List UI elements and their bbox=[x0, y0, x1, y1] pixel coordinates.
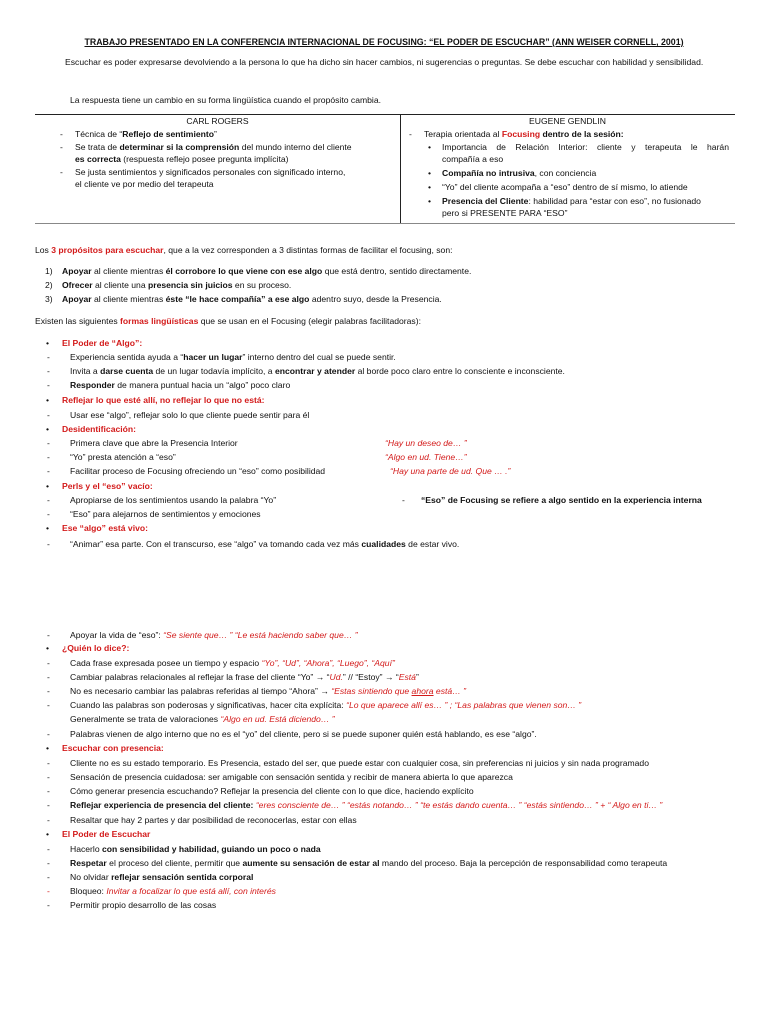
dash-marker: - bbox=[47, 729, 50, 739]
dash-marker: - bbox=[47, 466, 50, 476]
section-heading: El Poder de Escuchar bbox=[62, 829, 151, 839]
section-heading: Escuchar con presencia: bbox=[62, 743, 164, 753]
gendlin-subitem-continued: pero si PRESENTE PARA “ESO” bbox=[442, 208, 568, 218]
dash-marker: - bbox=[60, 142, 63, 152]
dash-marker: - bbox=[47, 872, 50, 882]
dot-marker: • bbox=[46, 395, 50, 405]
dash-marker: - bbox=[47, 886, 50, 896]
list-item: Apoyar la vida de “eso”: “Se siente que… ” “Le está haciendo saber que… ” bbox=[70, 630, 358, 640]
purpose-item: Ofrecer al cliente una presencia sin juicios en su proceso. bbox=[62, 280, 292, 290]
list-item: “Animar” esa parte. Con el transcurso, ese “algo” va tomando cada vez más cualidades de estar vivo. bbox=[70, 539, 460, 549]
list-number: 1) bbox=[45, 266, 53, 276]
dash-marker: - bbox=[47, 800, 50, 810]
section-heading: Perls y el “eso” vacío: bbox=[62, 481, 153, 491]
dash-marker: - bbox=[47, 539, 50, 549]
example-phrase: “Hay un deseo de… ” bbox=[385, 438, 467, 448]
dash-marker: - bbox=[47, 410, 50, 420]
dot-marker: • bbox=[46, 643, 50, 653]
list-item: Responder de manera puntual hacia un “algo” poco claro bbox=[70, 380, 291, 390]
list-item: “Yo” presta atención a “eso” bbox=[70, 452, 176, 462]
intro-paragraph bbox=[35, 57, 735, 68]
list-item: Cuando las palabras son poderosas y significativas, hacer cita explícita: “Lo que aparece allí es… ” ; “Las palabras que vienen son… ” bbox=[70, 700, 582, 710]
dash-marker: - bbox=[47, 380, 50, 390]
forms-intro: Existen las siguientes formas lingüísticas que se usan en el Focusing (elegir palabras facilitadoras): bbox=[35, 316, 421, 326]
document-title: TRABAJO PRESENTADO EN LA CONFERENCIA INTERNACIONAL DE FOCUSING: “EL PODER DE ESCUCHAR” (ANN WEISER CORNELL, 2001) bbox=[84, 37, 684, 47]
dot-marker: • bbox=[46, 743, 50, 753]
list-item: No olvidar reflejar sensación sentida corporal bbox=[70, 872, 254, 882]
dash-marker: - bbox=[47, 786, 50, 796]
gendlin-subitem: Presencia del Cliente: habilidad para “estar con eso”, no fusionado bbox=[442, 196, 701, 206]
dash-marker: - bbox=[60, 129, 63, 139]
list-item-continued: Generalmente se trata de valoraciones “Algo en ud. Está diciendo… ” bbox=[70, 714, 335, 724]
section-heading: Reflejar lo que esté allí, no reflejar lo que no está: bbox=[62, 395, 265, 405]
dash-marker: - bbox=[47, 366, 50, 376]
list-item: Bloqueo: Invitar a focalizar lo que está allí, con interés bbox=[70, 886, 276, 896]
dash-marker: - bbox=[47, 758, 50, 768]
dash-marker: - bbox=[47, 858, 50, 868]
list-number: 3) bbox=[45, 294, 53, 304]
section-heading: Ese “algo” está vivo: bbox=[62, 523, 148, 533]
list-item: Permitir propio desarrollo de las cosas bbox=[70, 900, 217, 910]
list-item: Cómo generar presencia escuchando? Reflejar la presencia del cliente con lo que dice, haciendo explícito bbox=[70, 786, 474, 796]
dot-marker: • bbox=[428, 196, 432, 206]
dot-marker: • bbox=[428, 168, 432, 178]
dash-marker: - bbox=[47, 844, 50, 854]
dash-marker: - bbox=[47, 495, 50, 505]
dash-marker: - bbox=[47, 900, 50, 910]
dash-marker: - bbox=[409, 129, 412, 139]
rogers-item-continued: el cliente ve por medio del terapeuta bbox=[75, 179, 214, 189]
list-item: Invita a darse cuenta de un lugar todavía implícito, a encontrar y atender al borde poco claro entre lo consciente e inconsciente. bbox=[70, 366, 565, 376]
list-item: Facilitar proceso de Focusing ofreciendo un “eso” como posibilidad bbox=[70, 466, 326, 476]
dot-marker: • bbox=[46, 481, 50, 491]
list-number: 2) bbox=[45, 280, 53, 290]
intro-text: Escuchar es poder expresarse devolviendo a la persona lo que ha dicho sin hacer cambios, ni sugerencias o preguntas. Se debe escuchar con habilidad y sensibilidad. bbox=[65, 57, 704, 67]
table-column-divider bbox=[400, 114, 401, 223]
list-item: Reflejar experiencia de presencia del cliente: “eres consciente de… ” “estás notando… ” “te estás dando cuenta… ” “estás sintiendo… ” + “ Algo en ti… ” bbox=[70, 800, 663, 810]
dash-marker: - bbox=[47, 630, 50, 640]
dot-marker: • bbox=[46, 338, 50, 348]
intro-paragraph-2: La respuesta tiene un cambio en su forma lingüística cuando el propósito cambia. bbox=[70, 95, 381, 105]
example-phrase: “Hay una parte de ud. Que … .” bbox=[390, 466, 511, 476]
dash-marker: - bbox=[47, 700, 50, 710]
gendlin-subitem-continued: compañía a eso bbox=[442, 154, 504, 164]
rogers-item: Se justa sentimientos y significados personales con significado interno, bbox=[75, 167, 346, 177]
rogers-item: Se trata de determinar si la comprensión del mundo interno del cliente bbox=[75, 142, 352, 152]
dot-marker: • bbox=[46, 829, 50, 839]
section-heading: ¿Quién lo dice?: bbox=[62, 643, 130, 653]
dash-marker: - bbox=[60, 167, 63, 177]
gendlin-subitem: Compañía no intrusiva, con conciencia bbox=[442, 168, 597, 178]
list-item: Cambiar palabras relacionales al reflejar la frase del cliente “Yo” → “Ud.” // “Estoy” → “Está” bbox=[70, 672, 419, 682]
purposes-intro: Los 3 propósitos para escuchar, que a la vez corresponden a 3 distintas formas de facilitar el focusing, son: bbox=[35, 245, 453, 255]
table-header-rogers: CARL ROGERS bbox=[186, 116, 249, 126]
list-item: “Eso” de Focusing se refiere a algo sentido en la experiencia interna bbox=[421, 495, 702, 505]
gendlin-subitem: Importancia de Relación Interior: cliente y terapeuta le harán bbox=[442, 142, 729, 152]
table-bottom-border bbox=[35, 223, 735, 224]
dot-marker: • bbox=[46, 424, 50, 434]
dot-marker: • bbox=[428, 142, 432, 152]
list-item: Usar ese “algo”, reflejar solo lo que cliente puede sentir para él bbox=[70, 410, 310, 420]
dash-marker: - bbox=[47, 772, 50, 782]
example-phrase: “Algo en ud. Tiene…” bbox=[385, 452, 467, 462]
table-header-gendlin: EUGENE GENDLIN bbox=[529, 116, 606, 126]
dash-marker: - bbox=[47, 686, 50, 696]
table-top-border bbox=[35, 114, 735, 115]
list-item: Primera clave que abre la Presencia Interior bbox=[70, 438, 238, 448]
list-item: Hacerlo con sensibilidad y habilidad, guiando un poco o nada bbox=[70, 844, 321, 854]
dot-marker: • bbox=[46, 523, 50, 533]
rogers-item: Técnica de “Reflejo de sentimiento” bbox=[75, 129, 217, 139]
dot-marker: • bbox=[428, 182, 432, 192]
dash-marker: - bbox=[47, 352, 50, 362]
list-item: Palabras vienen de algo interno que no es el “yo” del cliente, pero si se puede suponer quién está hablando, es ese “algo”. bbox=[70, 729, 537, 739]
dash-marker: - bbox=[402, 495, 405, 505]
list-item: “Eso” para alejarnos de sentimientos y emociones bbox=[70, 509, 261, 519]
list-item: Respetar el proceso del cliente, permitir que aumente su sensación de estar al mando del proceso. Baja la percepción de responsabilidad como terapeuta bbox=[70, 858, 668, 868]
dash-marker: - bbox=[47, 452, 50, 462]
list-item: Cliente no es su estado temporario. Es Presencia, estado del ser, que puede estar con cualquier cosa, sin preferencias ni juicios y sin nada programado bbox=[70, 758, 649, 768]
list-item: Experiencia sentida ayuda a “hacer un lugar” interno dentro del cual se puede sentir. bbox=[70, 352, 396, 362]
purpose-item: Apoyar al cliente mientras él corrobore lo que viene con ese algo que está dentro, sentido directamente. bbox=[62, 266, 472, 276]
dash-marker: - bbox=[47, 672, 50, 682]
rogers-item-continued: es correcta (respuesta reflejo posee pregunta implícita) bbox=[75, 154, 289, 164]
list-item: Resaltar que hay 2 partes y dar posibilidad de reconocerlas, estar con ellas bbox=[70, 815, 357, 825]
list-item: No es necesario cambiar las palabras referidas al tiempo “Ahora” → “Estas sintiendo que ahora está… ” bbox=[70, 686, 467, 696]
section-heading: Desidentificación: bbox=[62, 424, 137, 434]
list-item: Apropiarse de los sentimientos usando la palabra “Yo” bbox=[70, 495, 277, 505]
list-item: Sensación de presencia cuidadosa: ser amigable con sensación sentida y recibir de manera abierta lo que aparezca bbox=[70, 772, 513, 782]
dash-marker: - bbox=[47, 815, 50, 825]
section-heading: El Poder de “Algo”: bbox=[62, 338, 143, 348]
list-item: Cada frase expresada posee un tiempo y espacio “Yo”, “Ud”, “Ahora”, “Luego”, “Aquí” bbox=[70, 658, 395, 668]
dash-marker: - bbox=[47, 658, 50, 668]
dash-marker: - bbox=[47, 438, 50, 448]
gendlin-subitem: “Yo” del cliente acompaña a “eso” dentro de sí mismo, lo atiende bbox=[442, 182, 688, 192]
dash-marker: - bbox=[47, 509, 50, 519]
gendlin-item: Terapia orientada al Focusing dentro de la sesión: bbox=[424, 129, 624, 139]
purpose-item: Apoyar al cliente mientras éste “le hace compañía” a ese algo adentro suyo, desde la Presencia. bbox=[62, 294, 442, 304]
